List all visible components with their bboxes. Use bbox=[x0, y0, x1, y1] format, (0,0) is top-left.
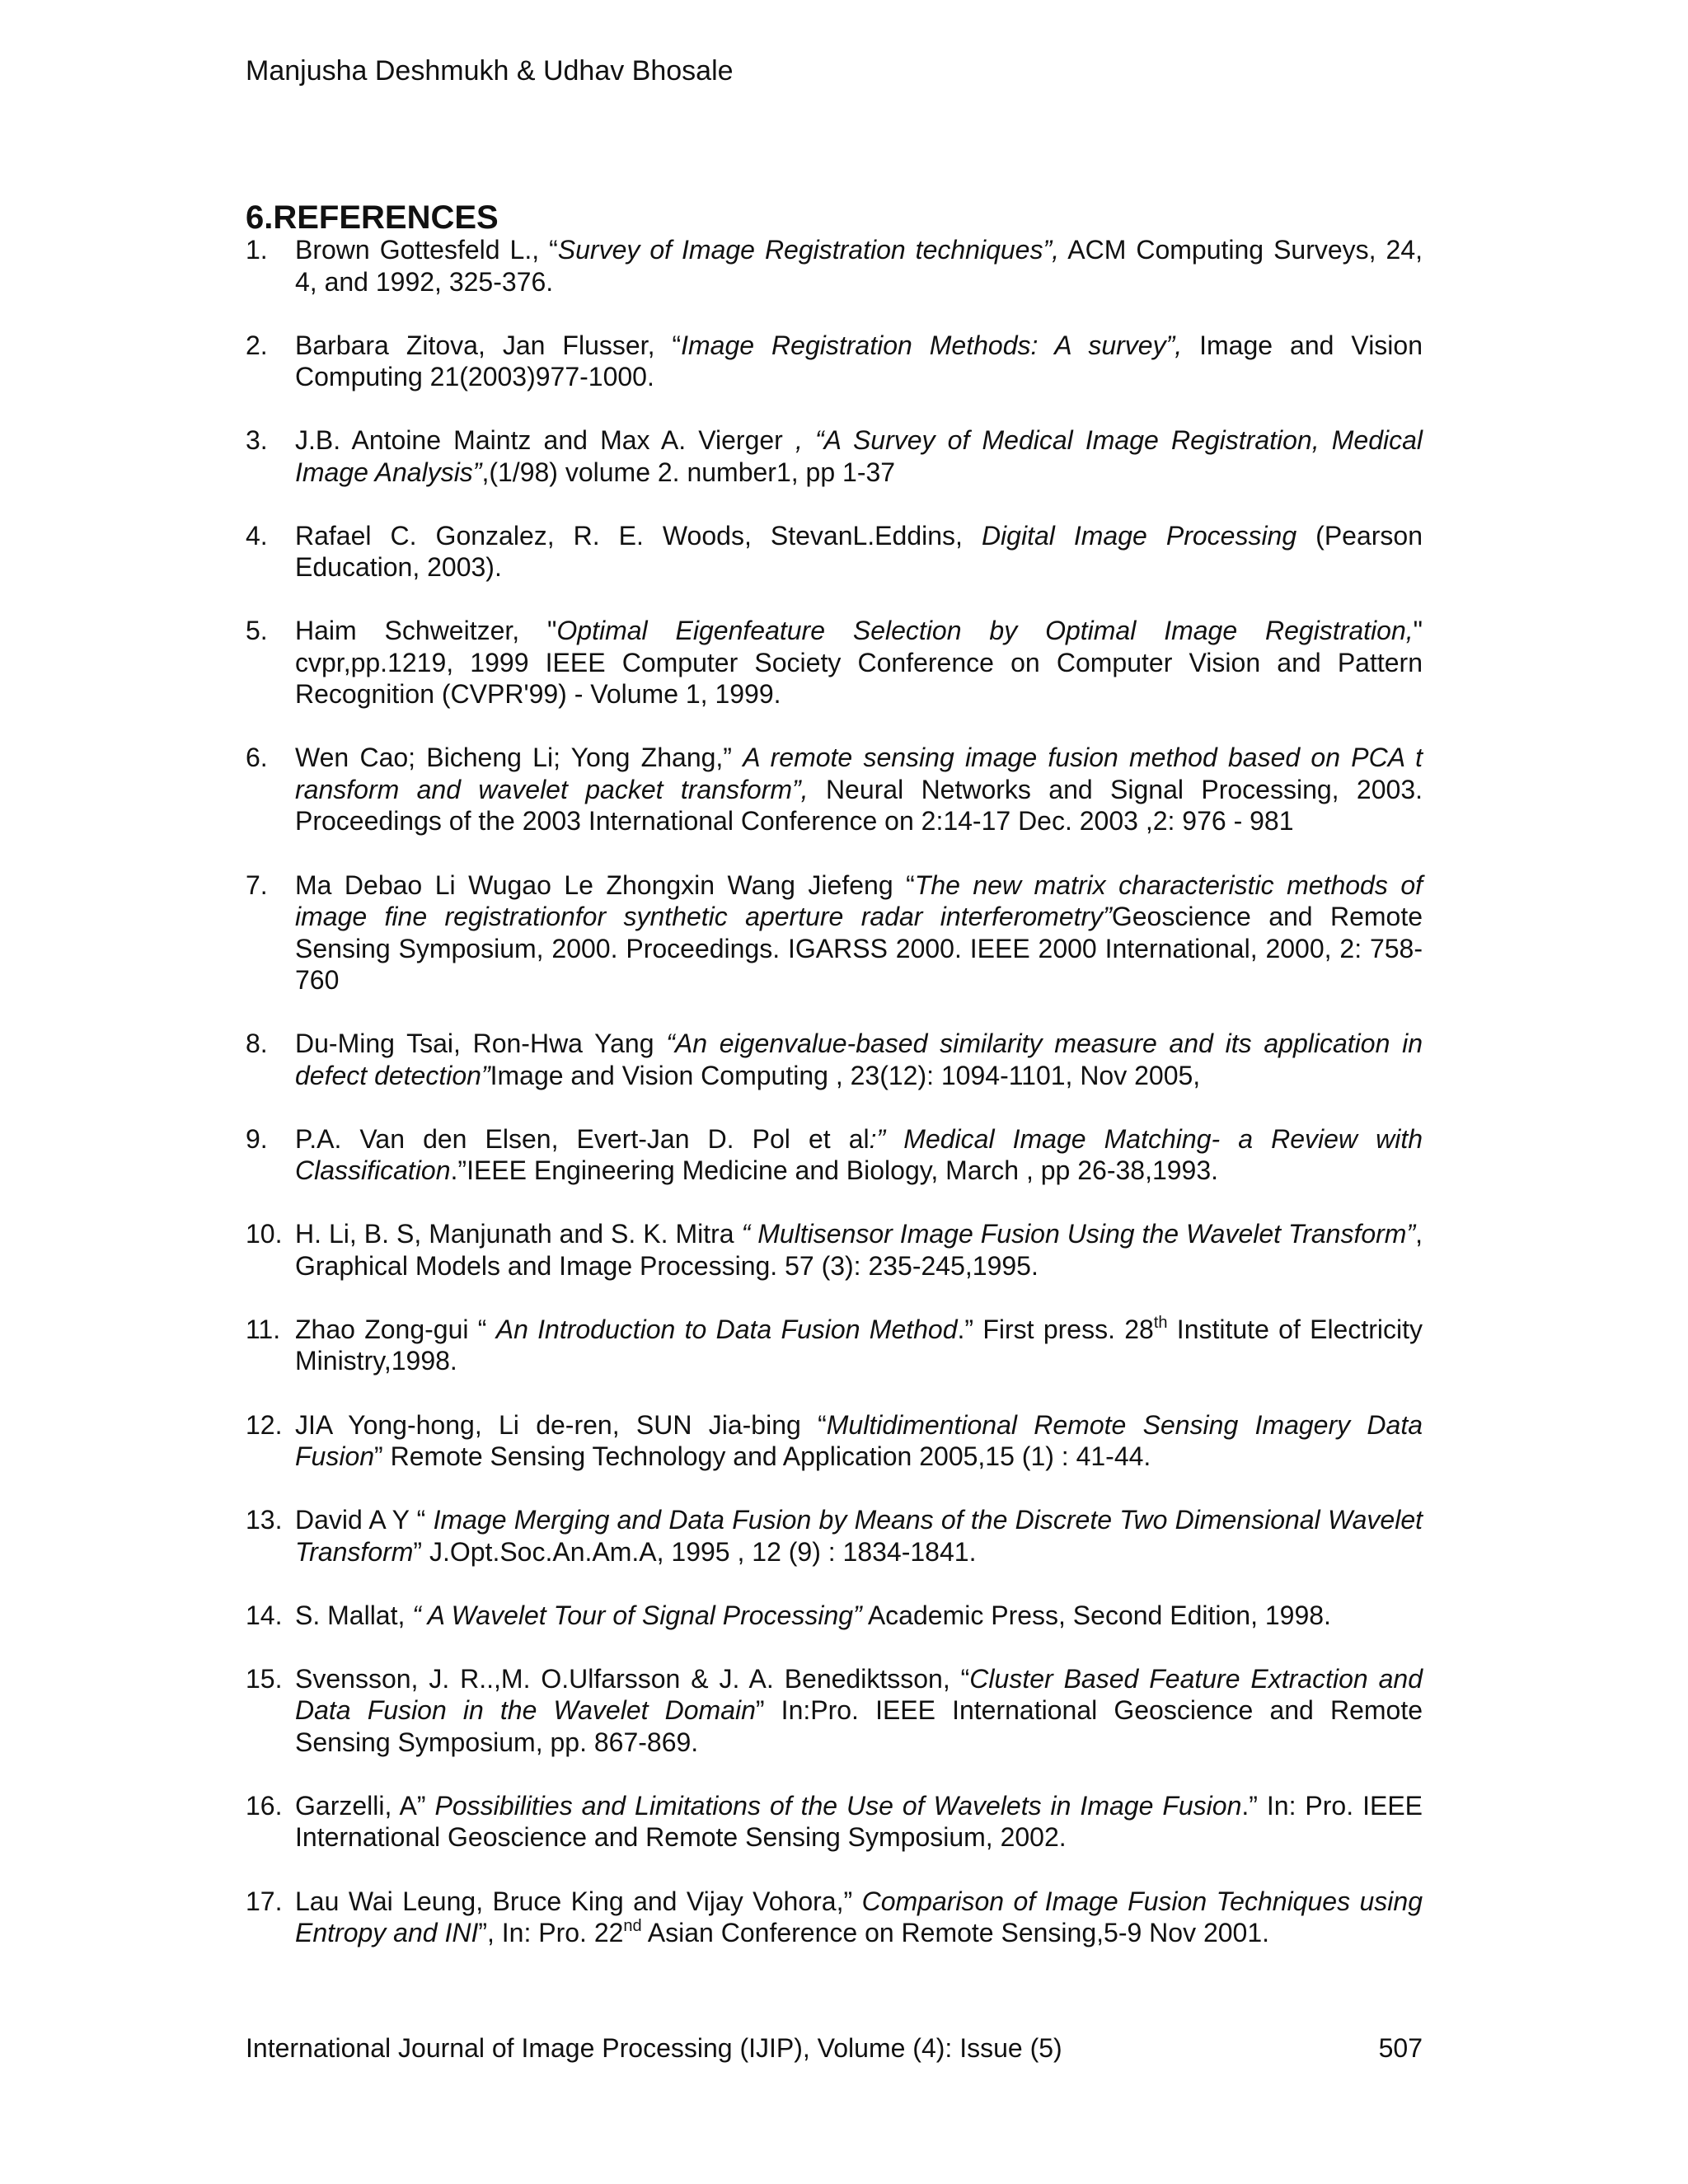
reference-source-cont: Asian Conference on Remote Sensing,5-9 Nov 2001. bbox=[641, 1918, 1270, 1947]
reference-title: An Introduction to Data Fusion Method bbox=[495, 1314, 958, 1344]
reference-source-cont: Institute of Electricity Ministry,1998. bbox=[295, 1314, 1423, 1376]
reference-item bbox=[246, 234, 1423, 298]
reference-title: :” Medical Image Matching- a Review with Classification bbox=[295, 1123, 1423, 1186]
reference-number: 5. bbox=[246, 616, 268, 646]
reference-text: S. Mallat, bbox=[295, 1600, 413, 1630]
reference-item bbox=[246, 1218, 1423, 1282]
reference-title: Image Registration Methods: A survey”, bbox=[681, 330, 1183, 360]
reference-title: Digital Image Processing bbox=[981, 520, 1297, 551]
reference-number: 14. bbox=[246, 1600, 283, 1630]
reference-text: Du-Ming Tsai, Ron-Hwa Yang bbox=[295, 1029, 667, 1059]
reference-source: .” In: Pro. IEEE International Geoscience and Remote Sensing Symposium, 2002. bbox=[295, 1790, 1423, 1853]
reference-source: Geoscience and Remote Sensing Symposium, 2000. Proceedings. IGARSS 2000. IEEE 2000 International, 2000, 2: 758-760 bbox=[295, 902, 1423, 996]
reference-text: P.A. Van den Elsen, Evert-Jan D. Pol et al bbox=[295, 1123, 870, 1154]
reference-item bbox=[246, 1409, 1423, 1473]
reference-source: ACM Computing Surveys, 24, 4, and 1992, 325-376. bbox=[295, 235, 1423, 297]
reference-title: , “A Survey of Medical Image Registration, Medical Image Analysis” bbox=[295, 425, 1423, 487]
reference-text: H. Li, B. S, Manjunath and S. K. Mitra bbox=[295, 1219, 742, 1249]
reference-text: Brown Gottesfeld L., “ bbox=[295, 235, 558, 265]
reference-number: 3. bbox=[246, 425, 268, 456]
reference-text: Wen Cao; Bicheng Li; Yong Zhang,” bbox=[295, 743, 743, 773]
reference-item bbox=[246, 615, 1423, 710]
reference-number: 4. bbox=[246, 520, 268, 551]
footer-journal: International Journal of Image Processing (IJIP), Volume (4): Issue (5) bbox=[246, 2033, 1062, 2063]
reference-item bbox=[246, 1663, 1423, 1759]
reference-source: ” J.Opt.Soc.An.Am.A, 1995 , 12 (9) : 1834-1841. bbox=[413, 1536, 977, 1567]
reference-source: , Graphical Models and Image Processing. 57 (3): 235-245,1995. bbox=[295, 1219, 1423, 1281]
reference-title: Survey of Image Registration techniques”, bbox=[557, 235, 1060, 265]
superscript: th bbox=[1153, 1313, 1168, 1332]
reference-text: Rafael C. Gonzalez, R. E. Woods, StevanL.Eddins, bbox=[295, 520, 982, 551]
reference-text: Svensson, J. R..,M. O.Ulfarsson & J. A. Benediktsson, “ bbox=[295, 1663, 970, 1694]
reference-title: “ A Wavelet Tour of Signal Processing” bbox=[412, 1600, 862, 1630]
reference-number: 6. bbox=[246, 743, 268, 773]
reference-source: Image and Vision Computing 21(2003)977-1000. bbox=[295, 330, 1423, 392]
reference-list bbox=[246, 234, 1423, 1949]
reference-item bbox=[246, 1600, 1423, 1632]
reference-number: 7. bbox=[246, 869, 268, 900]
reference-source: ” In:Pro. IEEE International Geoscience and Remote Sensing Symposium, pp. 867-869. bbox=[295, 1695, 1423, 1757]
reference-text: JIA Yong-hong, Li de-ren, SUN Jia-bing “ bbox=[295, 1409, 827, 1440]
reference-title: Cluster Based Feature Extraction and Data Fusion in the Wavelet Domain bbox=[295, 1663, 1423, 1726]
reference-source: (Pearson Education, 2003). bbox=[295, 520, 1423, 583]
reference-source: " cvpr,pp.1219, 1999 IEEE Computer Society Conference on Computer Vision and Pattern Recognition (CVPR'99) - Volume 1, 1999. bbox=[295, 616, 1423, 710]
reference-source: ,(1/98) volume 2. number1, pp 1-37 bbox=[481, 457, 896, 487]
section-title: 6.REFERENCES bbox=[246, 199, 499, 236]
reference-source: ”, In: Pro. 22 bbox=[478, 1918, 624, 1947]
reference-title: The new matrix characteristic methods of image fine registrationfor synthetic aperture radar interferometry” bbox=[295, 869, 1423, 932]
reference-title: A remote sensing image fusion method based on PCA t ransform and wavelet packet transform”, bbox=[295, 743, 1423, 804]
reference-text: J.B. Antoine Maintz and Max A. Vierger bbox=[295, 425, 795, 456]
reference-item bbox=[246, 1028, 1423, 1091]
running-head: Manjusha Deshmukh & Udhav Bhosale bbox=[246, 55, 734, 87]
reference-text: Ma Debao Li Wugao Le Zhongxin Wang Jiefeng “ bbox=[295, 869, 915, 900]
reference-number: 1. bbox=[246, 235, 268, 265]
reference-title: Comparison of Image Fusion Techniques using Entropy and INI bbox=[295, 1886, 1423, 1947]
reference-title: “ Multisensor Image Fusion Using the Wavelet Transform” bbox=[741, 1219, 1416, 1249]
reference-number: 2. bbox=[246, 330, 268, 360]
page-number: 507 bbox=[1378, 2033, 1423, 2063]
reference-item bbox=[246, 1790, 1423, 1854]
reference-item bbox=[246, 424, 1423, 488]
reference-item bbox=[246, 869, 1423, 996]
reference-source: .” First press. 28 bbox=[957, 1314, 1154, 1344]
reference-title: “An eigenvalue-based similarity measure and its application in defect detection” bbox=[295, 1029, 1423, 1090]
reference-text: Barbara Zitova, Jan Flusser, “ bbox=[295, 330, 682, 360]
reference-source: Neural Networks and Signal Processing, 2003. Proceedings of the 2003 International Conference on 2:14-17 Dec. 2003 ,2: 976 - 981 bbox=[295, 774, 1423, 837]
reference-item bbox=[246, 1504, 1423, 1568]
reference-title: Image Merging and Data Fusion by Means of the Discrete Two Dimensional Wavelet Transform bbox=[295, 1505, 1423, 1567]
superscript: nd bbox=[623, 1917, 642, 1935]
reference-text: Haim Schweitzer, " bbox=[295, 616, 557, 646]
reference-item bbox=[246, 520, 1423, 583]
reference-source: .”IEEE Engineering Medicine and Biology, March , pp 26-38,1993. bbox=[450, 1155, 1219, 1186]
reference-number: 15. bbox=[246, 1663, 283, 1694]
reference-number: 12. bbox=[246, 1409, 283, 1440]
reference-number: 16. bbox=[246, 1790, 283, 1821]
reference-item bbox=[246, 1123, 1423, 1187]
reference-number: 9. bbox=[246, 1123, 268, 1154]
reference-text: David A Y “ bbox=[295, 1505, 434, 1535]
reference-title: Optimal Eigenfeature Selection by Optimal Image Registration, bbox=[556, 616, 1414, 646]
reference-number: 8. bbox=[246, 1029, 268, 1059]
reference-title: Multidimentional Remote Sensing Imagery Data Fusion bbox=[295, 1409, 1423, 1472]
reference-number: 17. bbox=[246, 1886, 283, 1916]
reference-source: Academic Press, Second Edition, 1998. bbox=[861, 1600, 1331, 1630]
reference-title: Possibilities and Limitations of the Use of Wavelets in Image Fusion bbox=[434, 1790, 1242, 1821]
reference-text: Garzelli, A” bbox=[295, 1790, 435, 1821]
reference-item bbox=[246, 1886, 1423, 1949]
reference-item bbox=[246, 742, 1423, 837]
reference-item bbox=[246, 330, 1423, 393]
reference-source: ” Remote Sensing Technology and Application 2005,15 (1) : 41-44. bbox=[374, 1441, 1151, 1472]
reference-number: 10. bbox=[246, 1219, 283, 1249]
reference-text: Lau Wai Leung, Bruce King and Vijay Vohora,” bbox=[295, 1886, 862, 1916]
reference-text: Zhao Zong-gui “ bbox=[295, 1314, 496, 1344]
reference-source: Image and Vision Computing , 23(12): 1094-1101, Nov 2005, bbox=[490, 1060, 1201, 1090]
reference-number: 11. bbox=[246, 1314, 281, 1344]
reference-item bbox=[246, 1314, 1423, 1377]
reference-number: 13. bbox=[246, 1505, 283, 1535]
